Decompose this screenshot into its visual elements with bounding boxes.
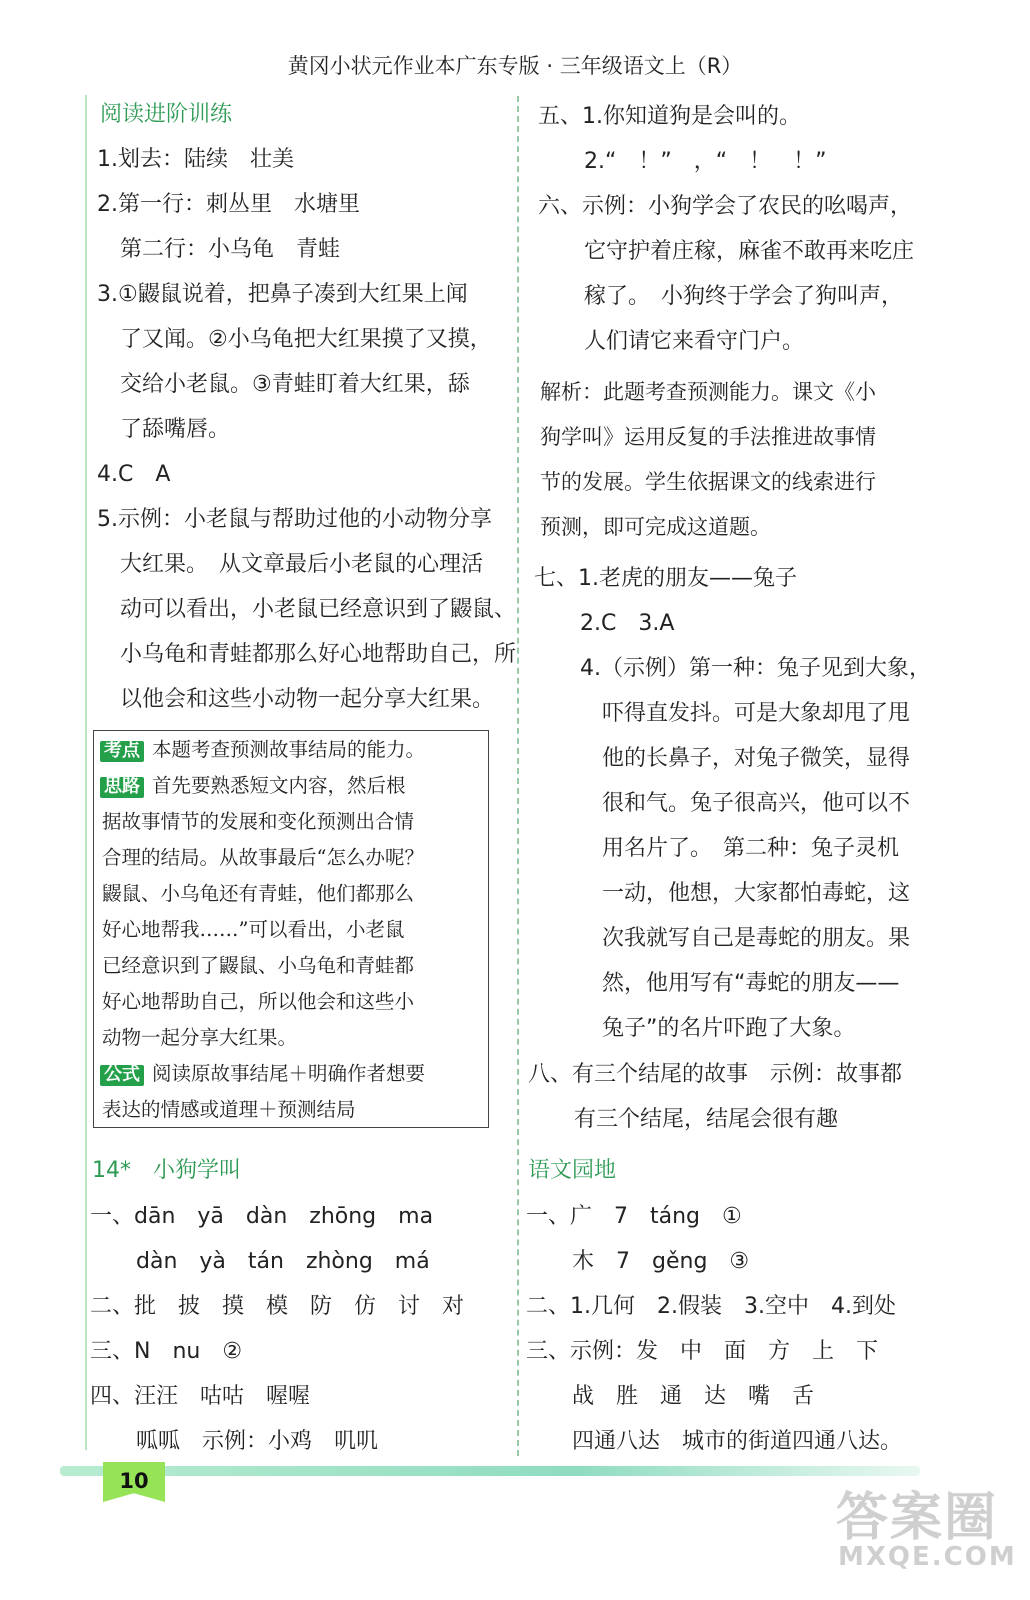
answer-line: 4.C A — [97, 462, 171, 487]
answer-line: 二、1.几何 2.假装 3.空中 4.到处 — [526, 1294, 896, 1319]
gongshi-text: 表达的情感或道理＋预测结局 — [102, 1098, 356, 1121]
answer-line: 2.第一行：刺丛里 水塘里 — [97, 192, 360, 217]
answer-line: 有三个结尾，结尾会很有趣 — [574, 1107, 839, 1132]
answer-line: 七、1.老虎的朋友——兔子 — [534, 566, 797, 591]
lesson-line: dàn yà tán zhòng má — [136, 1249, 430, 1274]
answer-line: 六、示例：小狗学会了农民的吆喝声， — [538, 194, 913, 219]
lesson-line: 二、批 披 摸 模 防 仿 讨 对 — [90, 1294, 465, 1319]
lesson-title: 14* 小狗学叫 — [92, 1158, 241, 1183]
answer-line: 动可以看出，小老鼠已经意识到了鼹鼠、 — [120, 597, 517, 622]
answer-line: 木 7 gěng ③ — [572, 1249, 750, 1274]
section-title-reading: 阅读进阶训练 — [100, 102, 233, 127]
analysis-line: 狗学叫》运用反复的手法推进故事情 — [540, 425, 876, 449]
silu-text: 已经意识到了鼹鼠、小乌龟和青蛙都 — [102, 954, 415, 977]
answer-line: 大红果。 从文章最后小老鼠的心理活 — [120, 552, 484, 577]
answer-line: 人们请它来看守门户。 — [584, 329, 805, 354]
answer-line: 很和气。兔子很高兴，他可以不 — [602, 791, 911, 816]
answer-line: 八、有三个结尾的故事 示例：故事都 — [528, 1062, 903, 1087]
answer-line: 吓得直发抖。可是大象却甩了甩 — [602, 701, 911, 726]
answer-line: 他的长鼻子，对兔子微笑，显得 — [602, 746, 911, 771]
lesson-line: 三、N nu ② — [90, 1339, 243, 1364]
silu-text: 据故事情节的发展和变化预测出合情 — [102, 810, 415, 833]
hint-line-kaodian — [100, 740, 425, 762]
answer-line: 1.划去：陆续 壮美 — [97, 147, 294, 172]
answer-line: 用名片了。 第二种：兔子灵机 — [602, 836, 900, 861]
answer-line: 了舔嘴唇。 — [120, 417, 231, 442]
page-header: 黄冈小状元作业本广东专版 · 三年级语文上（R） — [287, 54, 743, 78]
answer-line: 5.示例：小老鼠与帮助过他的小动物分享 — [97, 507, 492, 532]
section-title-garden: 语文园地 — [528, 1158, 617, 1183]
answer-line: 一、广 7 táng ① — [526, 1204, 742, 1229]
answer-line: 兔子”的名片吓跑了大象。 — [602, 1016, 856, 1041]
answer-line: 稼了。 小狗终于学会了狗叫声， — [584, 284, 904, 309]
page-number: 10 — [119, 1469, 149, 1493]
kaodian-text: 本题考查预测故事结局的能力。 — [152, 738, 426, 761]
answer-line: 3.①鼹鼠说着，把鼻子凑到大红果上闻 — [97, 282, 468, 307]
silu-text: 好心地帮我……”可以看出，小老鼠 — [102, 918, 405, 941]
answer-line: 2.C 3.A — [580, 611, 675, 636]
answer-line: 4.（示例）第一种：兔子见到大象， — [580, 656, 931, 681]
answer-line: 三、示例：发 中 面 方 上 下 — [526, 1339, 879, 1364]
lesson-line: 呱呱 示例：小鸡 叽叽 — [136, 1429, 379, 1454]
hint-line-silu — [100, 776, 406, 798]
left-margin-rule — [85, 95, 87, 1450]
kaodian-tag: 考点 — [100, 741, 144, 762]
answer-line: 一动，他想，大家都怕毒蛇，这 — [602, 881, 911, 906]
answer-line: 了又闻。②小乌龟把大红果摸了又摸， — [120, 327, 492, 352]
silu-text: 动物一起分享大红果。 — [102, 1026, 298, 1049]
lesson-line: 四、汪汪 咕咕 喔喔 — [90, 1384, 311, 1409]
column-divider — [517, 96, 519, 1456]
silu-text: 合理的结局。从故事最后“怎么办呢？ — [102, 846, 424, 869]
hint-line-gongshi — [100, 1064, 425, 1086]
answer-line: 然，他用写有“毒蛇的朋友—— — [602, 971, 900, 996]
analysis-line: 节的发展。学生依据课文的线索进行 — [540, 470, 876, 494]
answer-line: 战 胜 通 达 嘴 舌 — [572, 1384, 815, 1409]
answer-line: 以他会和这些小动物一起分享大红果。 — [120, 687, 495, 712]
silu-text: 首先要熟悉短文内容，然后根 — [152, 774, 406, 797]
watermark-text: 答案圈 — [836, 1488, 999, 1548]
silu-tag: 思路 — [100, 777, 144, 798]
silu-text: 鼹鼠、小乌龟还有青蛙，他们都那么 — [102, 882, 415, 905]
answer-line: 2.“ ！” ，“ ！ ！” — [584, 149, 827, 174]
answer-line: 交给小老鼠。③青蛙盯着大红果，舔 — [120, 372, 470, 397]
analysis-line: 解析：此题考查预测能力。课文《小 — [540, 380, 876, 404]
watermark-url: MXQE.COM — [838, 1542, 1017, 1572]
analysis-line: 预测，即可完成这道题。 — [540, 515, 771, 539]
gongshi-tag: 公式 — [100, 1065, 144, 1086]
gongshi-text: 阅读原故事结尾＋明确作者想要 — [152, 1062, 426, 1085]
footer-band — [60, 1466, 920, 1476]
silu-text: 好心地帮助自己，所以他会和这些小 — [102, 990, 415, 1013]
answer-line: 第二行：小乌龟 青蛙 — [120, 237, 341, 262]
answer-line: 次我就写自己是毒蛇的朋友。果 — [602, 926, 911, 951]
lesson-line: 一、dān yā dàn zhōng ma — [90, 1204, 434, 1229]
answer-line: 五、1.你知道狗是会叫的。 — [538, 104, 801, 129]
answer-line: 它守护着庄稼，麻雀不敢再来吃庄 — [584, 239, 915, 264]
answer-line: 小乌龟和青蛙都那么好心地帮助自己，所 — [120, 642, 517, 667]
watermark-logo — [826, 1470, 1016, 1590]
answer-line: 四通八达 城市的街道四通八达。 — [572, 1429, 903, 1454]
